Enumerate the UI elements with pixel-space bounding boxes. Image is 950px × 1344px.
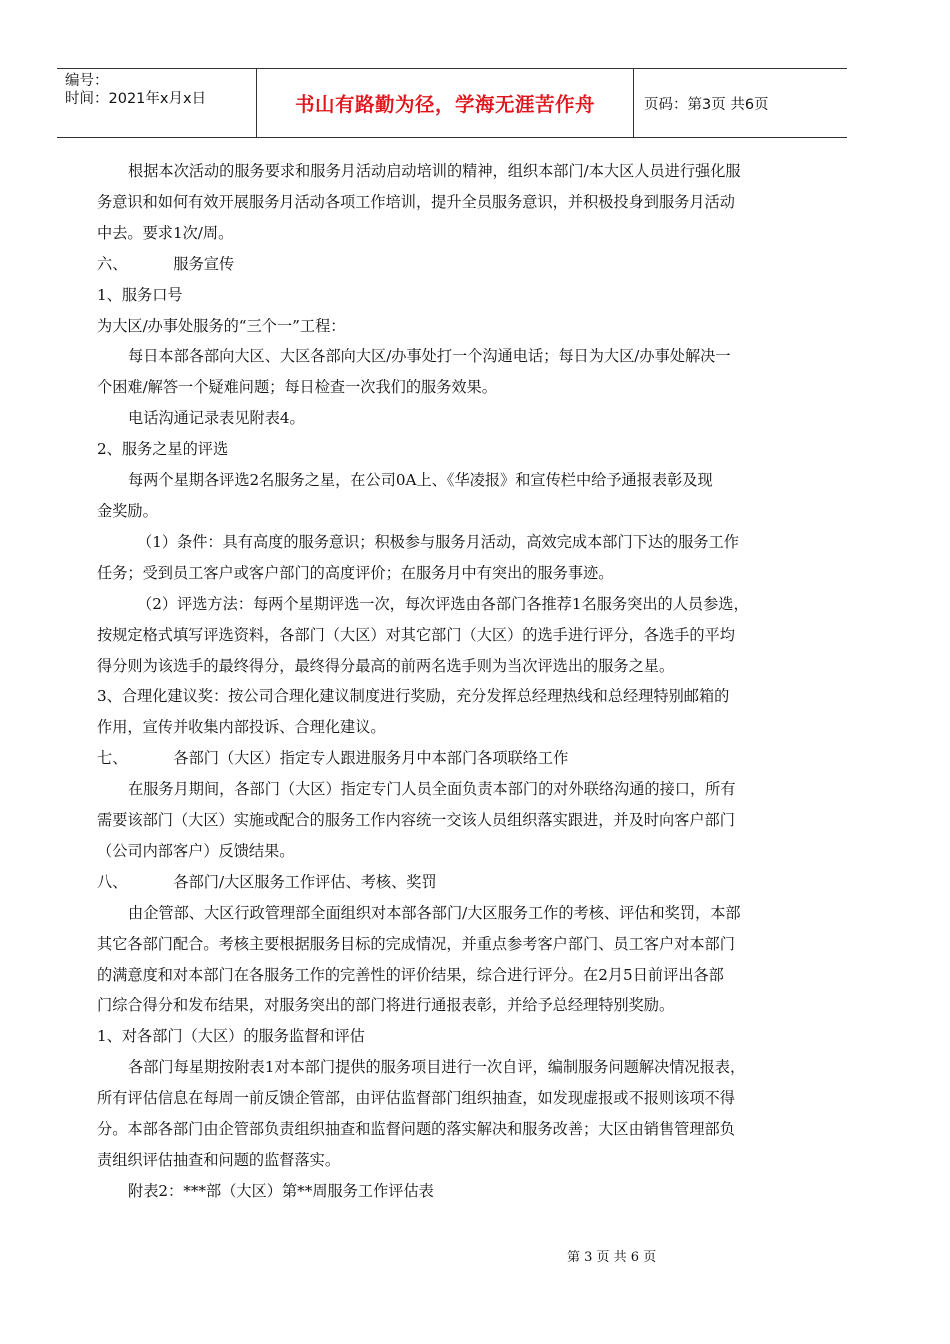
paragraph-line: 由企管部、大区行政管理部全面组织对本部各部门/大区服务工作的考核、评估和奖罚，本部 [128,903,741,922]
subsection-heading: 2、服务之星的评选 [97,440,229,459]
subsection-heading: 1、服务口号 [97,285,183,304]
paragraph-line: 每日本部各部向大区、大区各部向大区/办事处打一个沟通电话；每日为大区/办事处解决一 [128,347,731,366]
paragraph-line: 务意识和如何有效开展服务月活动各项工作培训，提升全员服务意识，并积极投身到服务月活动 [97,192,735,211]
paragraph-line: 个困难/解答一个疑难问题；每日检查一次我们的服务效果。 [97,378,497,397]
paragraph-line: 每两个星期各评选2名服务之星，在公司0A上、《华凌报》和宣传栏中给予通报表彰及现 [128,471,713,490]
section-heading [97,867,815,898]
subsection-heading: 1、对各部门（大区）的服务监督和评估 [97,1027,365,1046]
section-title: 服务宣传 [173,254,235,273]
section-number: 六、 [97,254,128,273]
paragraph-line: 按规定格式填写评选资料，各部门（大区）对其它部门（大区）的选手进行评分，各选手的平均 [97,625,735,644]
section-heading [97,743,815,774]
paragraph-line: 门综合得分和发布结果，对服务突出的部门将进行通报表彰，并给予总经理特别奖励。 [97,996,675,1015]
paragraph-line: （公司内部客户）反馈结果。 [97,841,295,860]
paragraph-line: （2）评选方法：每两个星期评选一次，每次评选由各部门各推荐1名服务突出的人员参选， [137,594,749,613]
page-header [57,68,847,138]
paragraph-line: 其它各部门配合。考核主要根据服务目标的完成情况，并重点参考客户部门、员工客户对本部门 [97,934,735,953]
page-footer: 第 3 页 共 6 页 [567,1250,657,1265]
paragraph-line: 根据本次活动的服务要求和服务月活动启动培训的精神，组织本部门/本大区人员进行强化服 [128,162,741,180]
section-title: 各部门/大区服务工作评估、考核、奖罚 [173,872,437,891]
paragraph-line: 作用，宣传并收集内部投诉、合理化建议。 [97,718,386,737]
paragraph-line: 3、合理化建议奖：按公司合理化建议制度进行奖励，充分发挥总经理热线和总经理特别邮箱的 [97,687,730,706]
paragraph-line: 各部门每星期按附表1对本部门提供的服务项目进行一次自评，编制服务问题解决情况报表， [128,1058,746,1077]
paragraph-line: 得分则为该选手的最终得分，最终得分最高的前两名选手则为当次评选出的服务之星。 [97,656,675,675]
header-page-number: 页码：第3页 共6页 [644,96,769,113]
document-time: 时间：2021年x月x日 [65,91,207,107]
paragraph-line: 责组织评估抽查和问题的监督落实。 [97,1151,340,1169]
paragraph-line: 为大区/办事处服务的“三个一”工程： [97,316,346,335]
document-number: 编号： [65,73,109,89]
paragraph-line: 分。本部各部门由企管部负责组织抽查和监督问题的落实解决和服务改善；大区由销售管理部负 [97,1120,735,1139]
paragraph-line: 所有评估信息在每周一前反馈企管部，由评估监督部门组织抽查，如发现虚报或不报则该项不得 [97,1089,735,1108]
appendix-reference: 附表2：***部（大区）第**周服务工作评估表 [128,1181,434,1200]
header-meta [57,69,257,137]
header-motto: 书山有路勤为径，学海无涯苦作舟 [257,69,634,137]
paragraph-line: 金奖励。 [97,501,158,520]
paragraph-line: 需要该部门（大区）实施或配合的服务工作内容统一交该人员组织落实跟进，并及时向客户部门 [97,811,735,830]
paragraph-line: 电话沟通记录表见附表4。 [128,409,305,428]
section-title: 各部门（大区）指定专人跟进服务月中本部门各项联络工作 [173,749,569,768]
paragraph-line: 在服务月期间，各部门（大区）指定专门人员全面负责本部门的对外联络沟通的接口，所有 [128,780,736,799]
paragraph-line: （1）条件：具有高度的服务意识；积极参与服务月活动，高效完成本部门下达的服务工作 [137,532,739,551]
document-body [97,156,815,1207]
paragraph-line: 中去。要求1次/周。 [97,223,234,242]
section-heading [97,249,815,280]
paragraph-line: 的满意度和对本部门在各服务工作的完善性的评价结果，综合进行评分。在2月5日前评出各部 [97,965,724,984]
section-number: 八、 [97,872,128,891]
section-number: 七、 [97,749,128,768]
paragraph-line: 任务；受到员工客户或客户部门的高度评价；在服务月中有突出的服务事迹。 [97,563,614,582]
